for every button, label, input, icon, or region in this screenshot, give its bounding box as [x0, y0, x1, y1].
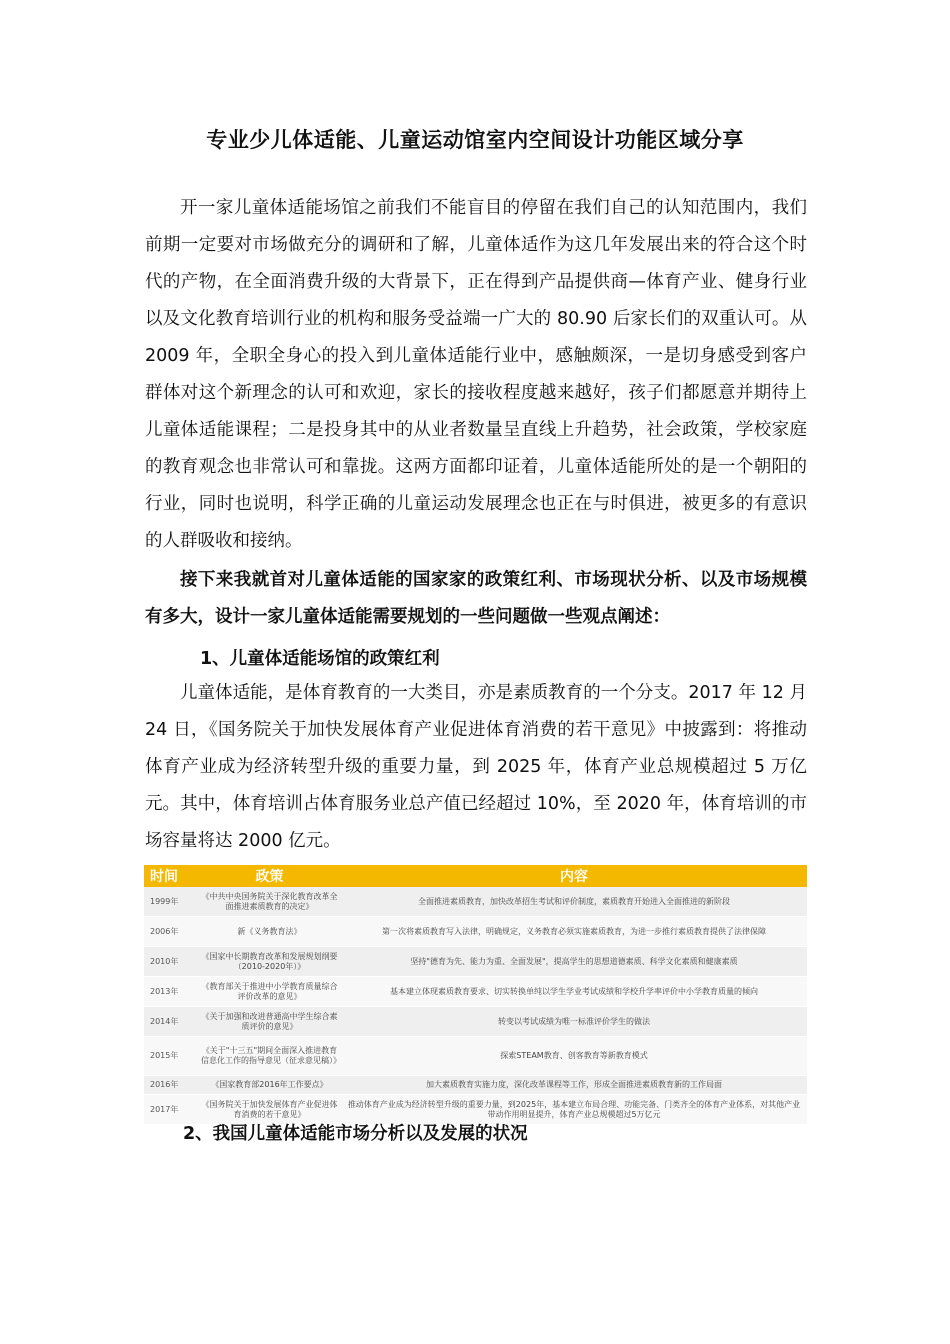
table-row — [144, 947, 807, 977]
overview-paragraph: 接下来我就首对儿童体适能的国家家的政策红利、市场现状分析、以及市场规模有多大，设计一家儿童体适能需要规划的一些问题做一些观点阐述： — [145, 570, 807, 627]
row-content: 坚持"德育为先、能力为重、全面发展"，提高学生的思想道德素质、科学文化素质和健康素质 — [341, 947, 807, 977]
row-content: 推动体育产业成为经济转型升级的重要力量，到2025年，基本建立布局合理、功能完备、门类齐全的体育产业体系，对其他产业带动作用明显提升，体育产业总规模超过5万亿元 — [341, 1095, 807, 1125]
row-year: 2006年 — [144, 917, 198, 947]
row-policy: 《国家教育部2016年工作要点》 — [198, 1076, 341, 1095]
row-policy: 新《义务教育法》 — [198, 917, 341, 947]
page-title: 专业少儿体适能、儿童运动馆室内空间设计功能区域分享 — [206, 128, 744, 152]
row-year: 2013年 — [144, 977, 198, 1007]
table-row — [144, 917, 807, 947]
table-row — [144, 1007, 807, 1037]
row-policy: 《关于加强和改进普通高中学生综合素质评价的意见》 — [198, 1007, 341, 1037]
table-row — [144, 1076, 807, 1095]
header-time: 时间 — [144, 865, 198, 887]
row-year: 2016年 — [144, 1076, 198, 1095]
table-header-row — [144, 865, 807, 887]
row-year: 2014年 — [144, 1007, 198, 1037]
header-policy: 政策 — [198, 865, 341, 887]
section-heading-market: 2、我国儿童体适能市场分析以及发展的状况 — [183, 1124, 528, 1144]
row-year: 2017年 — [144, 1095, 198, 1125]
row-policy: 《关于"十三五"期间全面深入推进教育信息化工作的指导意见（征求意见稿）》 — [198, 1037, 341, 1076]
row-content: 全面推进素质教育，加快改革招生考试和评价制度，素质教育开始进入全面推进的新阶段 — [341, 887, 807, 917]
section-heading-policy: 1、儿童体适能场馆的政策红利 — [200, 649, 440, 669]
policy-paragraph: 儿童体适能，是体育教育的一大类目，亦是素质教育的一个分支。2017 年 12 月 24 日，《国务院关于加快发展体育产业促进体育消费的若干意见》中披露到：将推动体育产业成为经济转型升级的重要力量，到 2025 年，体育产业总规模超过 5 万亿元。其中，体育培训占体育服务业总产值已经超过 10%，至 2020 年，体育培训的市场容量将达 2000 亿元。 — [145, 683, 807, 851]
header-content: 内容 — [341, 865, 807, 887]
row-policy: 《国家中长期教育改革和发展规划纲要（2010-2020年）》 — [198, 947, 341, 977]
intro-paragraph: 开一家儿童体适能场馆之前我们不能盲目的停留在我们自己的认知范围内，我们前期一定要对市场做充分的调研和了解，儿童体适作为这几年发展出来的符合这个时代的产物，在全面消费升级的大背景下，正在得到产品提供商—体育产业、健身行业以及文化教育培训行业的机构和服务受益端一广大的 80.90 后家长们的双重认可。从 2009 年，全职全身心的投入到儿童体适能行业中，感触颇深，一是切身感受到客户群体对这个新理念的认可和欢迎，家长的接收程度越来越好，孩子们都愿意并期待上儿童体适能课程；二是投身其中的从业者数量呈直线上升趋势，社会政策，学校家庭的教育观念也非常认可和靠拢。这两方面都印证着，儿童体适能所处的是一个朝阳的行业，同时也说明，科学正确的儿童运动发展理念也正在与时俱进，被更多的有意识的人群吸收和接纳。 — [145, 198, 807, 551]
row-policy: 《教育部关于推进中小学教育质量综合评价改革的意见》 — [198, 977, 341, 1007]
row-year: 2015年 — [144, 1037, 198, 1076]
row-content: 第一次将素质教育写入法律，明确规定，义务教育必须实施素质教育，为进一步推行素质教育提供了法律保障 — [341, 917, 807, 947]
table-row — [144, 977, 807, 1007]
row-year: 2010年 — [144, 947, 198, 977]
row-policy: 《国务院关于加快发展体育产业促进体育消费的若干意见》 — [198, 1095, 341, 1125]
row-policy: 《中共中央国务院关于深化教育改革全面推进素质教育的决定》 — [198, 887, 341, 917]
row-content: 加大素质教育实施力度，深化改革课程等工作，形成全面推进素质教育新的工作局面 — [341, 1076, 807, 1095]
row-year: 1999年 — [144, 887, 198, 917]
table-row — [144, 887, 807, 917]
table-row — [144, 1037, 807, 1076]
policy-table — [144, 865, 807, 1125]
row-content: 基本建立体现素质教育要求、切实转换单纯以学生学业考试成绩和学校升学率评价中小学教育质量的倾向 — [341, 977, 807, 1007]
row-content: 探索STEAM教育、创客教育等新教育模式 — [341, 1037, 807, 1076]
row-content: 转变以考试成绩为唯一标准评价学生的做法 — [341, 1007, 807, 1037]
